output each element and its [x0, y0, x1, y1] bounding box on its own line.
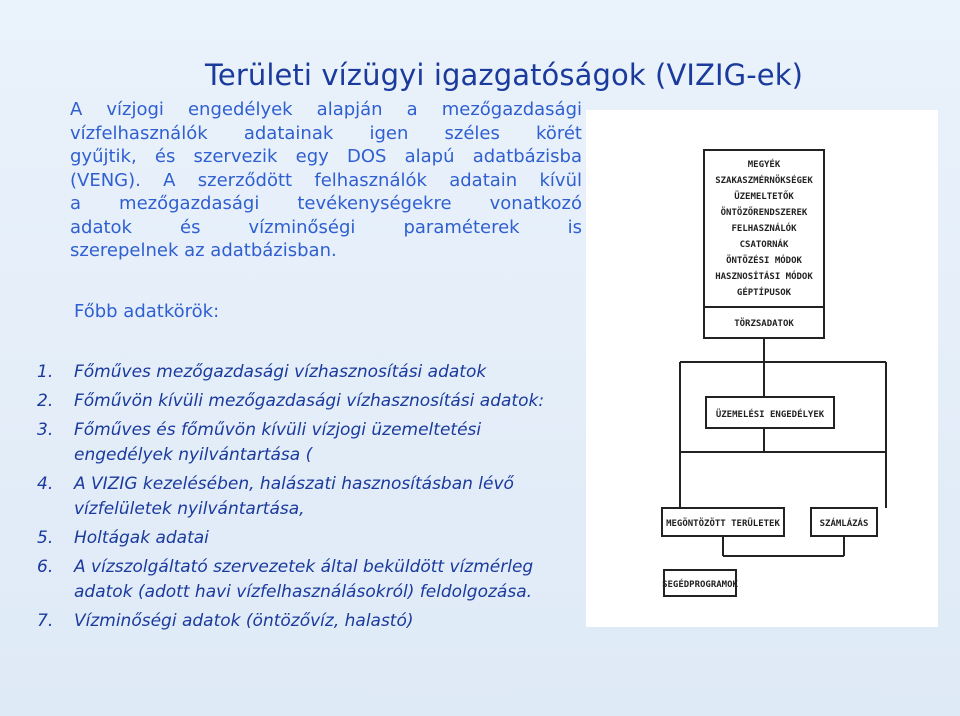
list-item [37, 472, 597, 522]
box-line: ÖNTÖZŐRENDSZEREK [720, 208, 808, 218]
intro-paragraph [70, 98, 582, 263]
box-line: HASZNOSÍTÁSI MÓDOK [715, 272, 813, 282]
list-number: 1. [37, 362, 54, 382]
intro-line: A vízjogi engedélyek alapján a mezőgazdasági [70, 99, 582, 120]
diagram-svg [586, 110, 938, 627]
box-line: ÜZEMELTETŐK [734, 192, 794, 202]
box-line: FELHASZNÁLÓK [731, 224, 797, 234]
list-item [37, 526, 597, 551]
intro-line: szerepelnek az adatbázisban. [70, 240, 337, 261]
list-text: A VIZIG kezelésében, halászati hasznosításban lévő vízfelületek nyilvántartása, [74, 474, 514, 519]
list-number: 6. [37, 557, 54, 577]
box-line: ÖNTÖZÉSI MÓDOK [726, 256, 802, 266]
list-number: 3. [37, 420, 54, 440]
list-text: Vízminőségi adatok (öntözővíz, halastó) [74, 611, 414, 631]
master-data-label: TÖRZSADATOK [734, 319, 794, 329]
list-number: 4. [37, 474, 54, 494]
intro-line: gyűjtik, és szervezik egy DOS alapú adatbázisba [70, 146, 582, 167]
list-text: Főművön kívüli mezőgazdasági vízhasznosítási adatok: [74, 391, 545, 411]
list-item [37, 360, 597, 385]
utilities-label: SEGÉDPROGRAMOK [662, 580, 738, 590]
subheading: Főbb adatkörök: [74, 301, 220, 322]
list-number: 7. [37, 611, 54, 631]
intro-line: (VENG). A szerződött felhasználók adatain kívül [70, 169, 582, 191]
intro-line: vízfelhasználók adatainak igen széles körét [70, 122, 582, 144]
box-line: CSATORNÁK [739, 240, 789, 250]
box-line: MEGYÉK [747, 160, 781, 170]
list-item [37, 389, 597, 414]
list-number: 2. [37, 391, 54, 411]
page-title: Területi vízügyi igazgatóságok (VIZIG-ek) [205, 58, 804, 92]
irrigated-areas-label: MEGÖNTÖZÖTT TERÜLETEK [666, 519, 780, 529]
list-text: A vízszolgáltató szervezetek által beküldött vízmérleg adatok (adott havi vízfelhasználásokról) feldolgozása. [74, 557, 534, 602]
permits-label: ÜZEMELÉSI ENGEDÉLYEK [715, 410, 825, 420]
billing-label: SZÁMLÁZÁS [819, 519, 869, 529]
list-text: Főműves és főművön kívüli vízjogi üzemeltetési engedélyek nyilvántartása ( [74, 420, 482, 465]
list-item [37, 555, 597, 605]
list-item [37, 609, 597, 634]
list-number: 5. [37, 528, 54, 548]
intro-line: adatok és vízminőségi paraméterek is [70, 216, 582, 238]
intro-line: a mezőgazdasági tevékenységekre vonatkozó [70, 193, 582, 214]
database-structure-diagram [586, 110, 938, 627]
list-text: Főműves mezőgazdasági vízhasznosítási adatok [74, 362, 487, 382]
box-line: GÉPTÍPUSOK [736, 288, 792, 298]
list-item [37, 418, 597, 468]
box-line: SZAKASZMÉRNÖKSÉGEK [715, 176, 813, 186]
list-text: Holtágak adatai [74, 528, 209, 548]
data-category-list [37, 360, 597, 638]
